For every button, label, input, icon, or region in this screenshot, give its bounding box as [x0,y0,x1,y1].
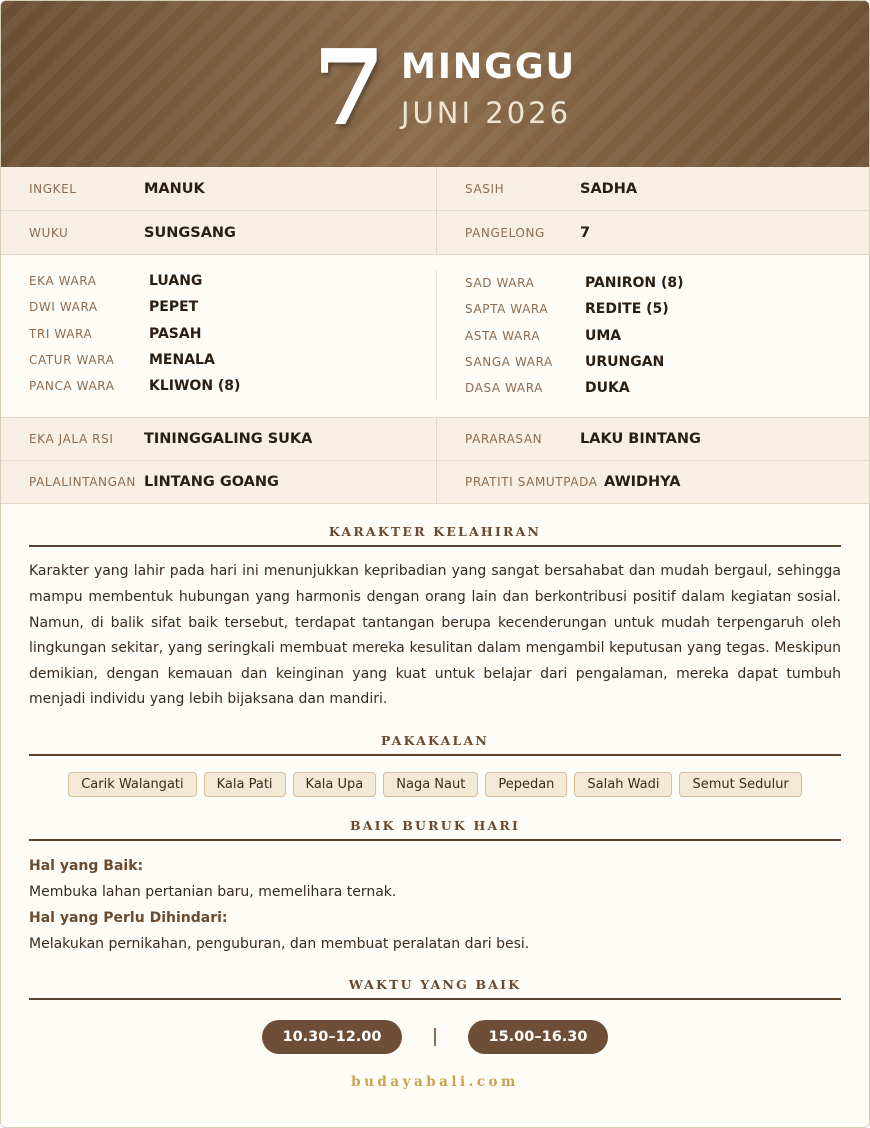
wara-row [29,294,436,320]
info-cell-wuku [1,211,436,254]
info-value: LINTANG GOANG [144,474,279,491]
day-number: 7 [312,26,386,149]
info-row [1,461,869,504]
avoid-text: Melakukan pernikahan, penguburan, dan membuat peralatan dari besi. [29,936,530,953]
wara-label: EKA WARA [29,274,97,289]
info-row [1,211,869,255]
wara-row [29,321,436,347]
pakakalan-tag: Kala Upa [293,772,377,797]
info-cell-palalintangan [1,461,436,503]
pakakalan-tag: Carik Walangati [68,772,196,797]
info-value: LAKU BINTANG [580,431,701,448]
info-label: INGKEL [29,181,77,196]
wara-value: LUANG [149,273,203,290]
info-label: PRATITI SAMUTPADA [465,475,598,490]
time-slot-pill: 10.30–12.00 [262,1020,402,1054]
wara-value: URUNGAN [585,354,665,371]
info-row [1,167,869,211]
waktu-section [1,977,869,1090]
wara-label: TRI WARA [29,326,93,341]
pakakalan-tags [29,772,841,797]
wara-label: SAPTA WARA [465,302,549,317]
wara-value: KLIWON (8) [149,378,241,395]
wara-row [465,349,869,375]
info-cell-pangelong [436,211,869,254]
pakakalan-section [1,733,869,797]
wara-label: PANCA WARA [29,379,115,394]
pakakalan-tag: Pepedan [485,772,567,797]
wara-value: REDITE (5) [585,301,669,318]
avoid-heading: Hal yang Perlu Dihindari: [29,910,228,927]
wara-label: SAD WARA [465,276,535,291]
wara-row [465,296,869,322]
wara-left-column [1,268,436,403]
info-cell-ingkel [1,167,436,210]
wara-row [465,375,869,401]
wara-label: ASTA WARA [465,328,541,343]
karakter-text: Karakter yang lahir pada hari ini menunjukkan kepribadian yang sangat bersahabat dan mudah bergaul, sehingga mampu membentuk hubungan yang harmonis dengan orang lain dan berkontribusi positif dalam kegiatan sosial. Namun, di balik sifat baik tersebut, terdapat tantangan berupa kecenderungan untuk mudah terpengaruh oleh lingkungan sekitar, yang seringkali membuat mereka kesulitan dalam mengambil keputusan yang tegas. Meskipun demikian, dengan kemauan dan keinginan yang kuat untuk belajar dari pengalaman, mereka dapat tumbuh menjadi individu yang lebih bijaksana dan mandiri. [29,563,841,708]
time-separator [434,1028,436,1046]
wara-value: PASAH [149,325,202,342]
pakakalan-tag: Semut Sedulur [679,772,801,797]
day-name: MINGGU [401,47,577,87]
wara-label: DASA WARA [465,381,543,396]
pakakalan-tag: Salah Wadi [574,772,672,797]
wara-row [29,373,436,399]
section-title: PAKAKALAN [29,733,841,756]
info-label: PARARASAN [465,432,543,447]
info-cell-pararasan [436,418,869,460]
wara-value: MENALA [149,352,215,369]
info-value: MANUK [144,180,205,197]
time-slot-pill: 15.00–16.30 [468,1020,608,1054]
good-text: Membuka lahan pertanian baru, memelihara ternak. [29,884,397,901]
wara-label: CATUR WARA [29,353,115,368]
info-label: PANGELONG [465,225,545,240]
info-value: SADHA [580,180,638,197]
info-value: AWIDHYA [604,474,681,491]
time-slots [29,1020,841,1054]
info-value: TININGGALING SUKA [144,431,313,448]
wara-row [29,347,436,373]
baik-buruk-content [29,853,841,957]
info-cell-pratiti-samutpada [436,461,869,503]
info-row [1,418,869,461]
wara-block [1,255,869,418]
wara-right-column [436,270,869,401]
info-label: WUKU [29,225,69,240]
pakakalan-tag: Naga Naut [383,772,478,797]
pakakalan-tag: Kala Pati [204,772,286,797]
good-heading: Hal yang Baik: [29,858,144,875]
info-value: 7 [580,224,591,241]
date-header [1,1,869,167]
info-cell-eka-jala-rsi [1,418,436,460]
section-title: BAIK BURUK HARI [29,818,841,841]
wara-row [465,323,869,349]
info-value: SUNGSANG [144,224,236,241]
wara-value: PANIRON (8) [585,275,684,292]
section-title: WAKTU YANG BAIK [29,977,841,1000]
wara-value: UMA [585,327,622,344]
info-label: EKA JALA RSI [29,432,114,447]
wara-row [29,268,436,294]
wara-value: DUKA [585,380,630,397]
wara-label: DWI WARA [29,300,98,315]
section-title: KARAKTER KELAHIRAN [29,524,841,547]
wara-value: PEPET [149,299,199,316]
month-year: JUNI 2026 [401,96,572,130]
info-cell-sasih [436,167,869,210]
info-label: SASIH [465,181,505,196]
wara-row [465,270,869,296]
wara-label: SANGA WARA [465,355,553,370]
baik-buruk-section [1,818,869,957]
site-footer: budayabali.com [351,1074,519,1091]
karakter-section [1,524,869,713]
info-label: PALALINTANGAN [29,475,136,490]
